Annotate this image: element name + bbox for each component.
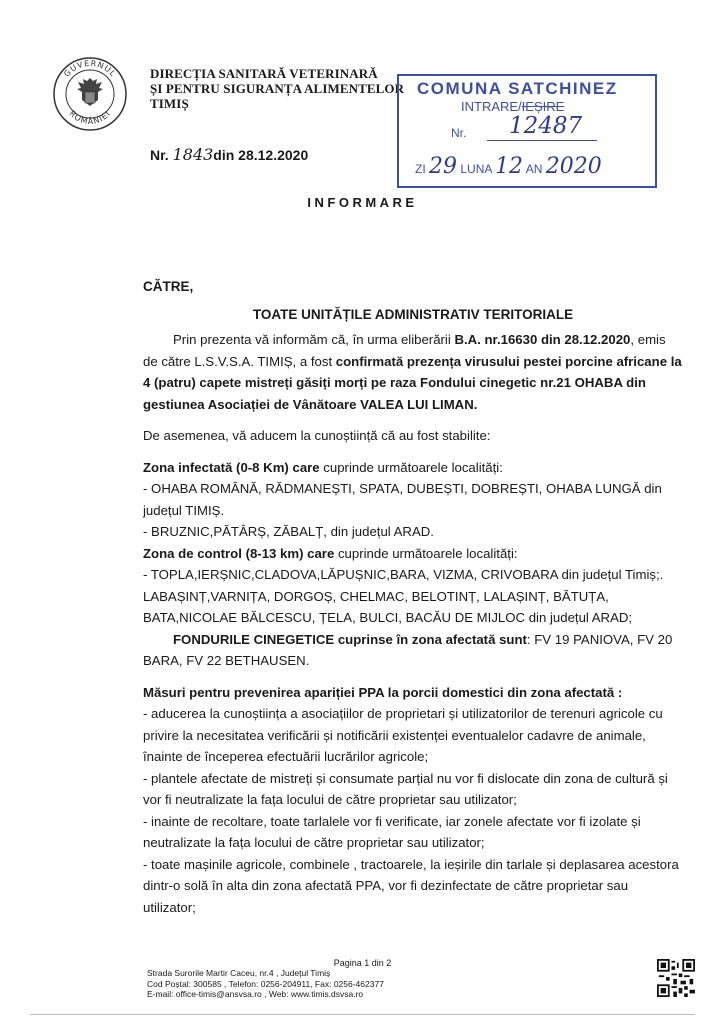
stamp-an-value: 2020	[545, 154, 602, 179]
text-run-bold: care	[307, 545, 335, 561]
stamp-nr-label: Nr.	[451, 126, 467, 140]
stamp-zi-value: 29	[429, 154, 458, 179]
document-title: INFORMARE	[307, 195, 418, 210]
nr-label: Nr.	[150, 147, 169, 163]
zone-infected-list-timis: - OHABA ROMÂNĂ, RĂDMANEȘTI, SPATA, DUBEȘTI, DOBREȘTI, OHABA LUNGĂ din județul TIMIȘ.	[143, 481, 662, 518]
hunting-funds	[143, 629, 683, 672]
document-number	[150, 145, 308, 164]
measure-item: - plantele afectate de mistreți și consumate parțial nu vor fi dislocate din zona de cultură și vor fi neutralizate la fața locului de către proprietar sau utilizator;	[143, 770, 668, 807]
text-run: : FV 19 PANIOVA, FV 20 BARA, FV 22 BETHAUSEN.	[143, 631, 673, 668]
measure-item: - aducerea la cunoștiința a asociațiilor de proprietari și utilizatorilor de terenuri agricole cu privire la necesitatea verificării și notificării existenței eventualelor cadavre de animale, înainte de începerea efectuării lucrărilor agricole;	[143, 706, 663, 764]
stamp-subtitle-prefix: INTRARE/	[461, 99, 522, 114]
institution-line: DIRECȚIA SANITARĂ VETERINARĂ	[150, 66, 378, 81]
stamp-date-row	[415, 154, 602, 179]
text-run-bold: Zona infectată (0-8 Km)	[143, 459, 293, 475]
text-run-bold: B.A. nr.16630 din 28.12.2020	[454, 332, 631, 347]
paragraph-intro	[143, 329, 683, 415]
stamp-an-label: AN	[525, 162, 543, 176]
recipient: TOATE UNITĂȚILE ADMINISTRATIV TERITORIALE	[252, 306, 574, 322]
stamp-subtitle	[461, 99, 564, 114]
nr-value: 1843	[172, 145, 214, 164]
zone-control-list-timis: - TOPLA,IERȘNIC,CLADOVA,LĂPUȘNIC,BARA, VIZMA, CRIVOBARA din județul Timiș;.	[143, 567, 664, 582]
text-run-bold: Zona de control (8-13 km)	[143, 545, 308, 561]
footer-email-web: E-mail: office-timis@ansvsa.ro , Web: www.timis.dsvsa.ro	[147, 989, 364, 999]
stamp-luna-label: LUNA	[460, 162, 492, 176]
page-number: Pagina 1 din 2	[333, 958, 392, 968]
paragraph-stabilite: De asemenea, vă aducem la cunoștiință că au fost stabilite:	[143, 428, 491, 443]
footer-contact	[147, 968, 384, 1000]
text-run-bold: confirmată prezența virusului pestei porcine africane la 4 (patru) capete mistreți găsiți morți pe raza Fondului cinegetic nr.21 OHABA din gestiunea Asociației de Vânătoare VALEA LUI LIMAN.	[143, 353, 682, 412]
text-run: , emis de către L.S.V.S.A. TIMIȘ, a fost	[143, 332, 666, 369]
document-body	[143, 276, 683, 918]
measure-item: - toate mașinile agricole, combinele , tractoarele, la ieșirile din tarlale și deplasarea acestora dintr-o solă în alta din zona afectată PPA, vor fi dezinfectate de către proprietar sau utilizator;	[143, 856, 679, 915]
zone-infected-heading	[143, 457, 683, 479]
institution-line: ȘI PENTRU SIGURANȚA ALIMENTELOR	[150, 81, 405, 96]
stamp-nr-line	[487, 140, 597, 141]
measure-item: - inainte de recoltare, toate tarlalele vor fi verificate, iar zonele afectate vor fi izolate și neutralizate la fața locului de către proprietar sau utilizator;	[143, 813, 641, 850]
text-run: cuprinde următoarele localități:	[334, 545, 518, 561]
qr-code-icon	[657, 959, 695, 997]
footer-phone: Cod Poștal: 300585 , Telefon: 0256-204911, Fax: 0256-462377	[147, 978, 384, 989]
footer-address: Strada Surorile Martir Caceu, nr.4 , Județul Timiș	[147, 968, 331, 978]
zone-infected-list-arad: - BRUZNIC,PĂTÂRȘ, ZĂBALȚ, din județul ARAD.	[143, 524, 434, 539]
nr-date: din 28.12.2020	[213, 147, 309, 163]
text-run: Prin prezenta vă informăm că, în urma eliberării	[173, 332, 455, 347]
institution-line: TIMIȘ	[150, 96, 189, 111]
stamp-title: COMUNA SATCHINEZ	[417, 79, 618, 98]
stamp-zi-label: ZI	[415, 162, 426, 176]
svg-text:ROMÂNIEI: ROMÂNIEI	[67, 108, 113, 127]
registration-stamp	[397, 74, 657, 188]
institution-name	[150, 66, 404, 111]
svg-text:GUVERNUL: GUVERNUL	[62, 58, 118, 79]
stamp-subtitle-struck: IEȘIRE	[521, 99, 565, 114]
bottom-divider	[30, 1014, 695, 1015]
text-run-bold: care	[292, 459, 320, 475]
text-run-bold: FONDURILE CINEGETICE cuprinse în zona afectată sunt	[173, 631, 527, 647]
measures-title: Măsuri pentru prevenirea apariției PPA la porcii domestici din zona afectată :	[143, 684, 623, 700]
zone-control-list-arad: LABAȘINȚ,VARNIȚA, DORGOȘ, CHELMAC, BELOTINȚ, LALAȘINȚ, BĂTUȚA, BATA,NICOLAE BĂLCESCU, ȚELA, BULCI, BACĂU DE MIJLOC din județul ARAD;	[143, 588, 633, 625]
government-emblem-icon	[52, 56, 128, 132]
stamp-nr-value: 12487	[509, 113, 583, 139]
recipient-label: CĂTRE,	[143, 279, 194, 294]
zone-control-heading	[143, 543, 683, 565]
text-run: cuprinde următoarele localități:	[319, 459, 503, 475]
stamp-luna-value: 12	[495, 154, 524, 179]
